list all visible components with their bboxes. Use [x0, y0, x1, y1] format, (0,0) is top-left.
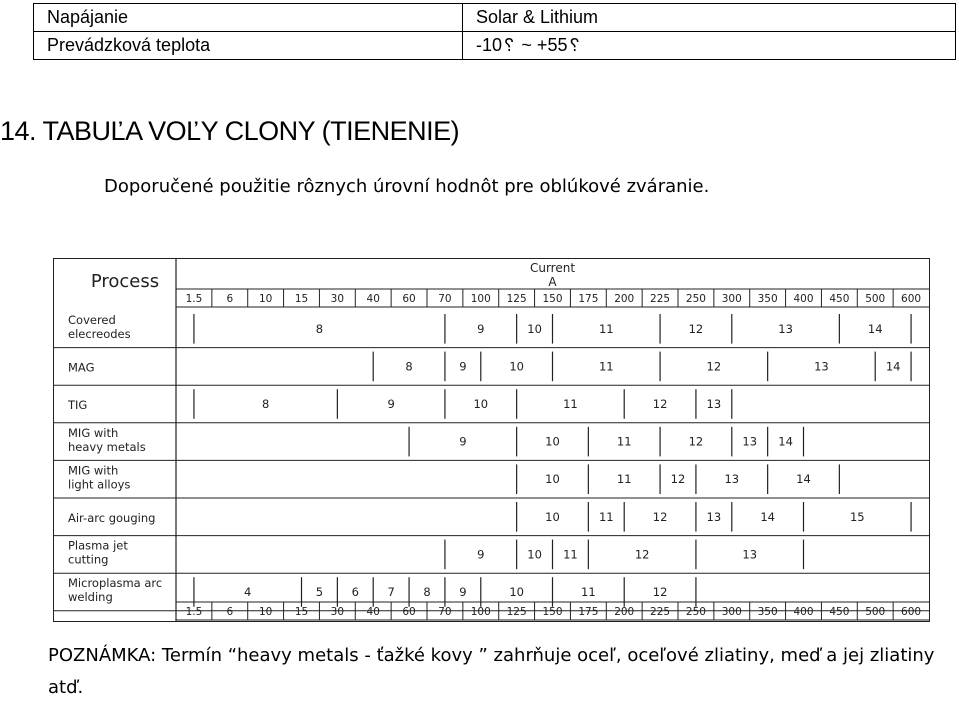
top-scale-label-30: 30 — [330, 293, 345, 305]
bottom-scale-label-10: 10 — [258, 606, 273, 618]
shade-air-arc-gouging-14: 14 — [760, 509, 775, 524]
shade-mig-with-heavy-metals-10: 10 — [545, 434, 560, 449]
bottom-scale-label-60: 60 — [402, 606, 416, 618]
shade-chart-svg — [54, 259, 929, 621]
top-scale-label-70: 70 — [438, 293, 452, 305]
top-scale-label-15: 15 — [294, 293, 309, 305]
shade-mag-10: 10 — [509, 359, 524, 374]
top-scale-label-200: 200 — [614, 293, 635, 305]
top-scale-label-10: 10 — [258, 293, 273, 305]
bottom-scale-label-6: 6 — [226, 606, 234, 618]
shade-mig-with-heavy-metals-14: 14 — [778, 434, 793, 449]
bottom-scale-label-15: 15 — [294, 606, 309, 618]
note-text: POZNÁMKA: Termín “heavy metals - ťažké kovy ” zahrňuje oceľ, oceľové zliatiny, meď a jej zliatiny atď. — [48, 645, 935, 698]
shade-mig-with-heavy-metals-13: 13 — [742, 434, 758, 449]
bottom-scale-label-70: 70 — [438, 606, 452, 618]
shade-microplasma-arc-welding-8: 8 — [423, 585, 431, 599]
process-label-plasma-jet-cutting-1: cutting — [68, 552, 109, 567]
spec-label-power: Napájanie — [34, 4, 463, 32]
bottom-scale-label-225: 225 — [650, 606, 671, 618]
shade-mag-11: 11 — [598, 359, 614, 374]
shade-covered-elecreodes-13: 13 — [778, 321, 793, 336]
top-scale-label-40: 40 — [366, 293, 380, 305]
spec-label-temperature: Prevádzková teplota — [34, 32, 463, 60]
shade-mag-14: 14 — [885, 359, 901, 374]
bottom-scale-label-450: 450 — [829, 606, 850, 618]
shade-plasma-jet-cutting-11: 11 — [563, 547, 578, 562]
shade-mag-8: 8 — [405, 359, 413, 374]
shade-mag-12: 12 — [706, 359, 722, 374]
bottom-scale-label-125: 125 — [506, 606, 527, 618]
shade-mig-with-light-alloys-12: 12 — [670, 472, 686, 487]
top-scale-label-500: 500 — [865, 293, 886, 305]
shade-mag-13: 13 — [814, 359, 829, 374]
spec-row-power — [34, 4, 956, 32]
top-scale-label-350: 350 — [757, 293, 778, 305]
top-scale-label-175: 175 — [578, 293, 599, 305]
top-scale-label-250: 250 — [685, 293, 706, 305]
spec-table — [33, 3, 956, 60]
shade-covered-elecreodes-8: 8 — [315, 321, 324, 336]
process-label-covered-elecreodes-0: Covered — [68, 313, 116, 327]
shade-tig-8: 8 — [261, 397, 270, 411]
shade-plasma-jet-cutting-12: 12 — [634, 547, 650, 562]
axis-unit-a: A — [548, 275, 557, 289]
shade-tig-12: 12 — [652, 397, 668, 411]
bottom-scale-label-100: 100 — [470, 606, 491, 618]
shade-microplasma-arc-welding-7: 7 — [387, 585, 395, 599]
shade-mig-with-light-alloys-13: 13 — [724, 472, 740, 487]
bottom-scale-label-200: 200 — [614, 606, 635, 618]
axis-title-current: Current — [529, 261, 576, 275]
bottom-scale-label-30: 30 — [330, 606, 345, 618]
shade-tig-10: 10 — [473, 397, 489, 411]
process-label-mig-with-heavy-metals-0: MIG with — [68, 425, 119, 440]
shade-air-arc-gouging-12: 12 — [652, 509, 668, 524]
shade-air-arc-gouging-13: 13 — [706, 509, 722, 524]
process-label-covered-elecreodes-1: elecreodes — [68, 327, 131, 341]
shade-mig-with-heavy-metals-9: 9 — [459, 434, 467, 449]
shade-mag-9: 9 — [459, 359, 467, 374]
top-scale-label-60: 60 — [402, 293, 416, 305]
chart-title-process: Process — [90, 271, 160, 292]
shade-plasma-jet-cutting-9: 9 — [477, 547, 485, 562]
shade-tig-11: 11 — [563, 397, 578, 411]
bottom-scale-label-250: 250 — [685, 606, 706, 618]
shade-microplasma-arc-welding-5: 5 — [315, 585, 324, 599]
process-label-microplasma-arc-welding-0: Microplasma arc — [68, 576, 163, 591]
bottom-scale-label-1.5: 1.5 — [185, 606, 203, 618]
process-label-mag-0: MAG — [68, 360, 95, 375]
process-label-mig-with-light-alloys-0: MIG with — [68, 463, 119, 478]
top-scale-label-125: 125 — [506, 293, 527, 305]
spec-value-power: Solar & Lithium — [463, 4, 956, 32]
top-scale-label-6: 6 — [226, 293, 234, 305]
spec-value-temperature: -10␦ ~ +55␦ — [463, 32, 956, 60]
process-label-mig-with-heavy-metals-1: heavy metals — [68, 439, 146, 454]
shade-covered-elecreodes-10: 10 — [527, 321, 542, 336]
top-scale-label-400: 400 — [793, 293, 814, 305]
shade-microplasma-arc-welding-10: 10 — [509, 585, 524, 599]
intro-text: Doporučené použitie rôznych úrovní hodnôt pre oblúkové zváranie. — [104, 176, 710, 197]
top-scale-label-450: 450 — [829, 293, 850, 305]
shade-microplasma-arc-welding-9: 9 — [459, 585, 467, 599]
shade-mig-with-heavy-metals-11: 11 — [616, 434, 632, 449]
bottom-scale-label-175: 175 — [578, 606, 599, 618]
shade-air-arc-gouging-10: 10 — [545, 509, 560, 524]
bottom-scale-label-400: 400 — [793, 606, 814, 618]
shade-covered-elecreodes-12: 12 — [688, 321, 704, 336]
top-scale-label-1.5: 1.5 — [185, 293, 203, 305]
shade-microplasma-arc-welding-6: 6 — [351, 585, 359, 599]
shade-chart — [53, 258, 930, 622]
process-label-air-arc-gouging-0: Air-arc gouging — [68, 510, 156, 525]
shade-mig-with-light-alloys-10: 10 — [545, 472, 560, 487]
shade-microplasma-arc-welding-4: 4 — [244, 585, 252, 599]
bottom-scale-label-500: 500 — [865, 606, 886, 618]
process-label-plasma-jet-cutting-0: Plasma jet — [68, 538, 128, 553]
top-scale-label-600: 600 — [901, 293, 922, 305]
top-scale-label-300: 300 — [721, 293, 742, 305]
spec-row-temperature — [34, 32, 956, 60]
shade-mig-with-light-alloys-11: 11 — [616, 472, 632, 487]
shade-covered-elecreodes-14: 14 — [867, 321, 883, 336]
shade-plasma-jet-cutting-13: 13 — [742, 547, 758, 562]
bottom-scale-label-40: 40 — [366, 606, 380, 618]
shade-mig-with-heavy-metals-12: 12 — [688, 434, 704, 449]
bottom-scale-label-150: 150 — [542, 606, 563, 618]
top-scale-label-150: 150 — [542, 293, 563, 305]
shade-plasma-jet-cutting-10: 10 — [527, 547, 542, 562]
shade-tig-13: 13 — [706, 397, 722, 411]
top-scale-label-225: 225 — [650, 293, 671, 305]
process-label-microplasma-arc-welding-1: welding — [68, 590, 113, 605]
section-title: 14. TABUĽA VOĽY CLONY (TIENENIE) — [0, 116, 460, 146]
bottom-scale-label-350: 350 — [757, 606, 778, 618]
shade-mig-with-light-alloys-14: 14 — [796, 472, 811, 487]
shade-microplasma-arc-welding-11: 11 — [581, 585, 596, 599]
top-scale-label-100: 100 — [470, 293, 491, 305]
process-label-mig-with-light-alloys-1: light alloys — [68, 477, 131, 492]
shade-tig-9: 9 — [387, 397, 395, 411]
shade-microplasma-arc-welding-12: 12 — [652, 585, 668, 599]
bottom-scale-label-600: 600 — [901, 606, 922, 618]
process-label-tig-0: TIG — [68, 398, 88, 412]
bottom-scale-label-300: 300 — [721, 606, 742, 618]
shade-air-arc-gouging-11: 11 — [598, 509, 614, 524]
shade-covered-elecreodes-11: 11 — [598, 321, 614, 336]
shade-covered-elecreodes-9: 9 — [477, 321, 485, 336]
shade-air-arc-gouging-15: 15 — [849, 509, 865, 524]
